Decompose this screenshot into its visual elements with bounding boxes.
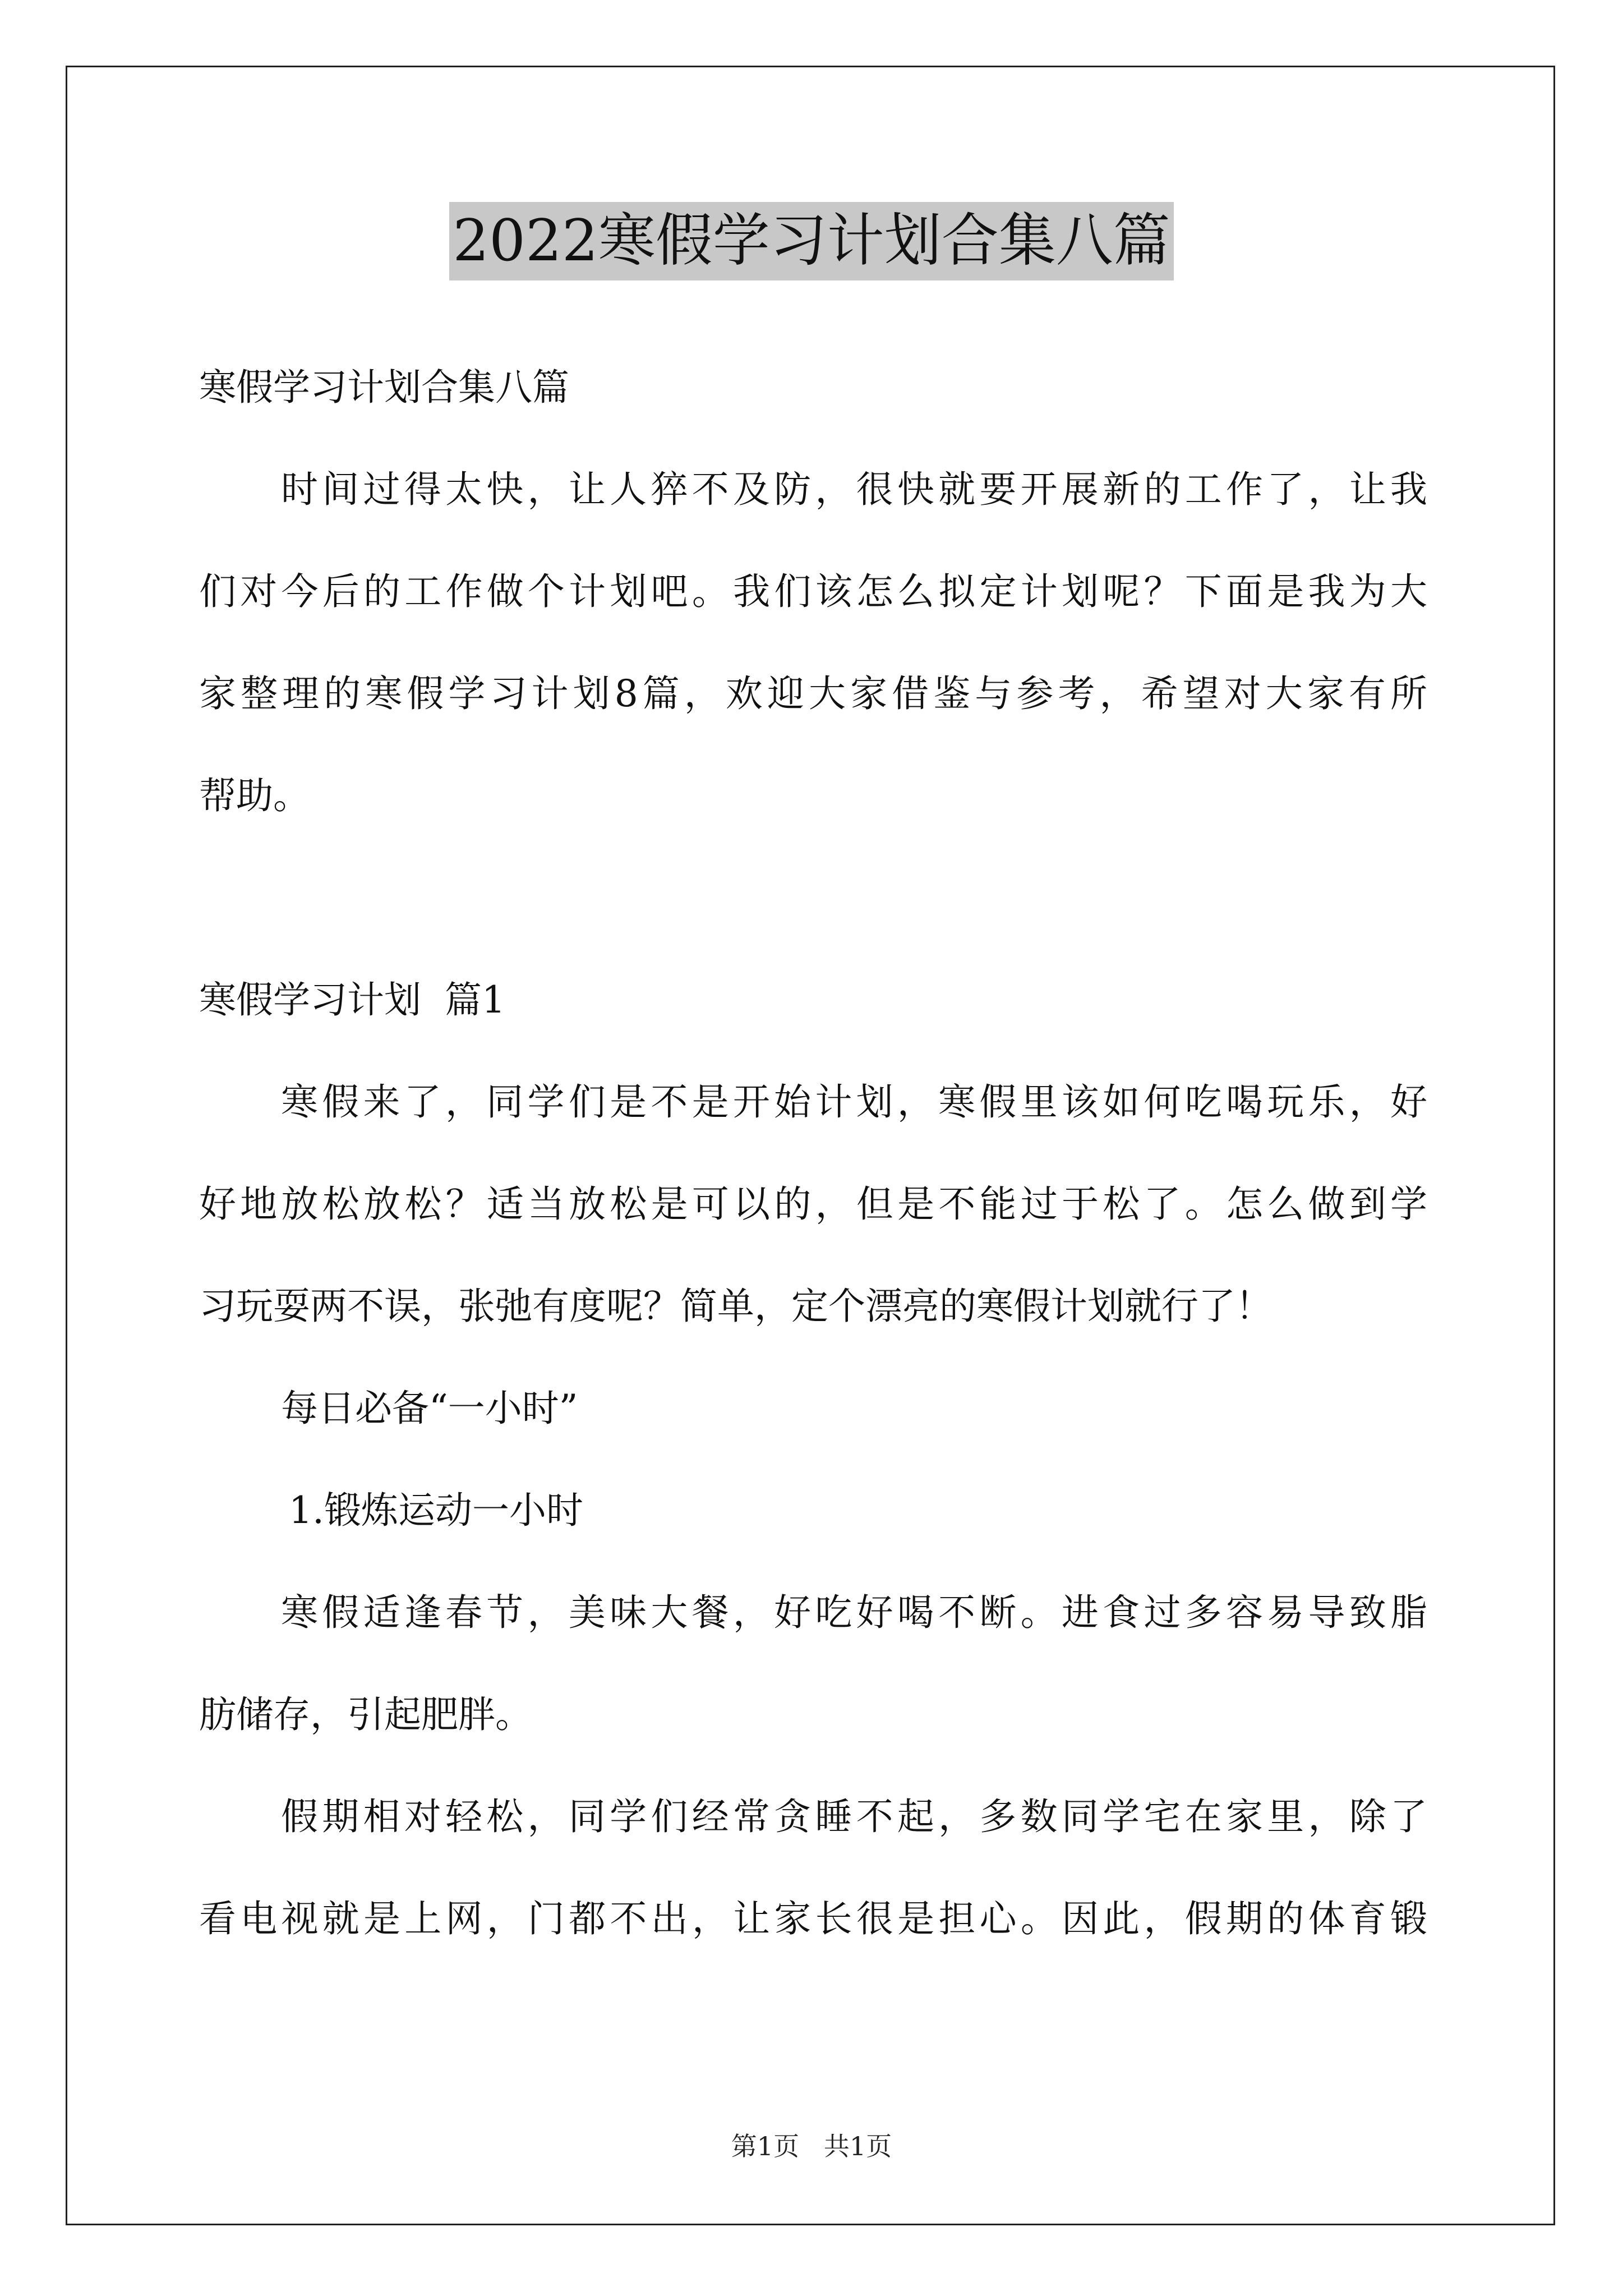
paragraph-line: 看电视就是上网，门都不出，让家长很是担心。因此，假期的体育锻 [199,1897,1427,1940]
document-subtitle: 寒假学习计划合集八篇 [199,366,569,409]
document-body [199,337,1427,1970]
page-footer: 第1页 共1页 [731,2131,892,2161]
intro-line: 时间过得太快，让人猝不及防，很快就要开展新的工作了，让我 [281,468,1427,511]
paragraph-line: 寒假来了，同学们是不是开始计划，寒假里该如何吃喝玩乐，好 [281,1080,1427,1124]
daily-heading: 每日必备“一小时” [281,1387,578,1430]
intro-line: 帮助。 [199,774,310,817]
paragraph-line: 肪储存，引起肥胖。 [199,1693,532,1736]
paragraph-line: 好地放松放松？适当放松是可以的，但是不能过于松了。怎么做到学 [199,1182,1427,1226]
title-container [0,202,1623,280]
section-gap [199,847,1427,949]
paragraph-line: 寒假适逢春节，美味大餐，好吃好喝不断。进食过多容易导致脂 [281,1591,1427,1634]
paragraph-line: 假期相对轻松，同学们经常贪睡不起，多数同学宅在家里，除了 [281,1795,1427,1838]
section-heading: 寒假学习计划 篇1 [199,978,505,1022]
paragraph-line: 习玩耍两不误，张弛有度呢？简单，定个漂亮的寒假计划就行了！ [199,1285,1272,1328]
item-heading: 1.锻炼运动一小时 [289,1489,583,1532]
intro-line: 们对今后的工作做个计划吧。我们该怎么拟定计划呢？下面是我为大 [199,570,1427,613]
intro-line: 家整理的寒假学习计划8篇，欢迎大家借鉴与参考，希望对大家有所 [199,672,1427,715]
document-title: 2022寒假学习计划合集八篇 [449,202,1174,280]
